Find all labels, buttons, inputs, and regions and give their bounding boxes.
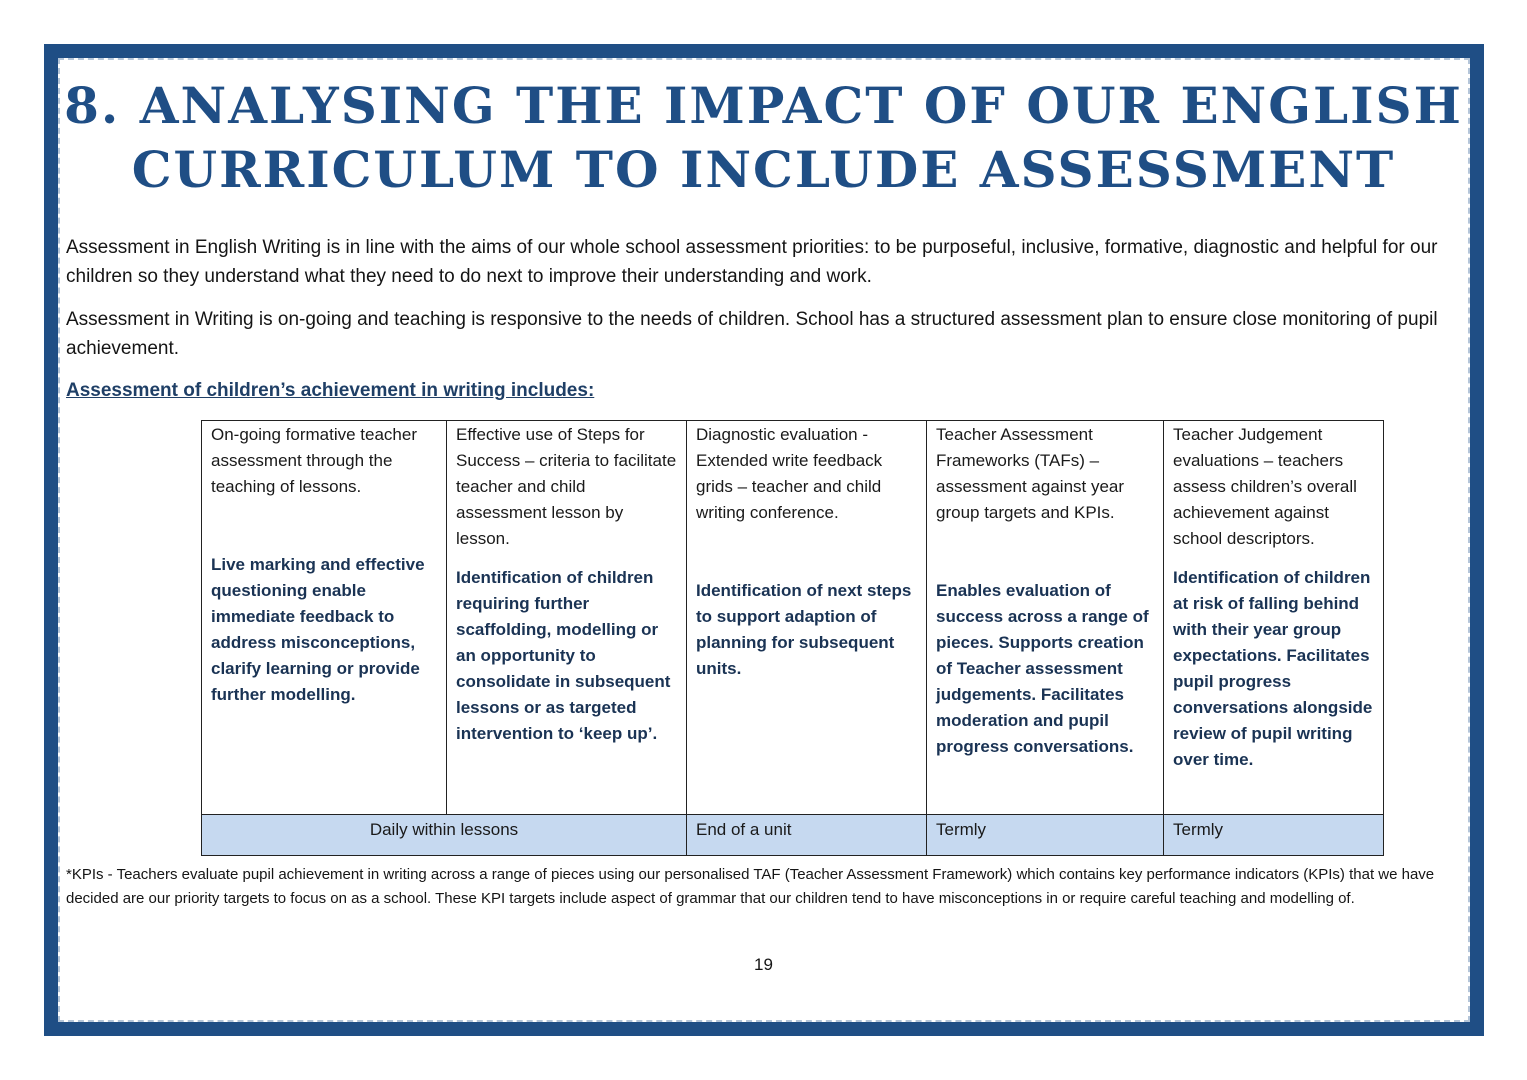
cell-impact: Live marking and effective questioning enable immediate feedback to address misconceptions, clarify learning or provide further modelling. xyxy=(211,555,425,704)
cell-description: On-going formative teacher assessment through the teaching of lessons. xyxy=(211,425,417,496)
frequency-cell: Termly xyxy=(927,815,1164,856)
cell-description: Teacher Assessment Frameworks (TAFs) – assessment against year group targets and KPIs. xyxy=(936,425,1125,522)
cell-description: Diagnostic evaluation - Extended write feedback grids – teacher and child writing conference. xyxy=(696,425,883,522)
table-cell xyxy=(447,421,687,815)
frequency-cell: Daily within lessons xyxy=(202,815,687,856)
table-row xyxy=(202,421,1384,815)
cell-impact: Identification of children requiring further scaffolding, modelling or an opportunity to consolidate in subsequent lessons or as targeted intervention to ‘keep up’. xyxy=(456,568,671,743)
cell-impact: Identification of next steps to support adaption of planning for subsequent units. xyxy=(696,581,912,678)
frequency-cell: Termly xyxy=(1164,815,1384,856)
page-title xyxy=(0,74,1527,202)
cell-impact: Identification of children at risk of falling behind with their year group expectations. Facilitates pupil progress conversations alongside review of pupil writing over time. xyxy=(1173,568,1373,769)
table-cell xyxy=(927,421,1164,815)
table-cell xyxy=(687,421,927,815)
intro-paragraph: Assessment in English Writing is in line with the aims of our whole school assessment priorities: to be purposeful, inclusive, formative, diagnostic and helpful for our children so they understand what they need to do next to improve their understanding and work. xyxy=(66,237,1438,287)
assessment-subheading: Assessment of children’s achievement in writing includes: xyxy=(66,380,595,401)
cell-description: Effective use of Steps for Success – criteria to facilitate teacher and child assessment lesson by lesson. xyxy=(456,425,677,548)
frequency-cell: End of a unit xyxy=(687,815,927,856)
table-cell xyxy=(202,421,447,815)
page-title-line-2: CURRICULUM TO INCLUDE ASSESSMENT xyxy=(131,140,1396,199)
kpi-footnote: *KPIs - Teachers evaluate pupil achievement in writing across a range of pieces using our personalised TAF (Teacher Assessment Framework) which contains key performance indicators (KPIs) that we have decided are our priority targets to focus on as a school. These KPI targets include aspect of grammar that our children tend to have misconceptions in or require careful teaching and modelling of. xyxy=(66,866,1435,907)
cell-impact: Enables evaluation of success across a range of pieces. Supports creation of Teacher assessment judgements. Facilitates moderation and pupil progress conversations. xyxy=(936,581,1149,756)
page-title-line-1: 8. ANALYSING THE IMPACT OF OUR ENGLISH xyxy=(64,76,1463,135)
table-cell xyxy=(1164,421,1384,815)
cell-description: Teacher Judgement evaluations – teachers assess children’s overall achievement against school descriptors. xyxy=(1173,425,1357,548)
frequency-row xyxy=(202,815,1384,856)
page-number: 19 xyxy=(754,955,773,974)
assessment-table xyxy=(201,420,1384,856)
assessment-paragraph: Assessment in Writing is on-going and teaching is responsive to the needs of children. School has a structured assessment plan to ensure close monitoring of pupil achievement. xyxy=(66,309,1438,359)
